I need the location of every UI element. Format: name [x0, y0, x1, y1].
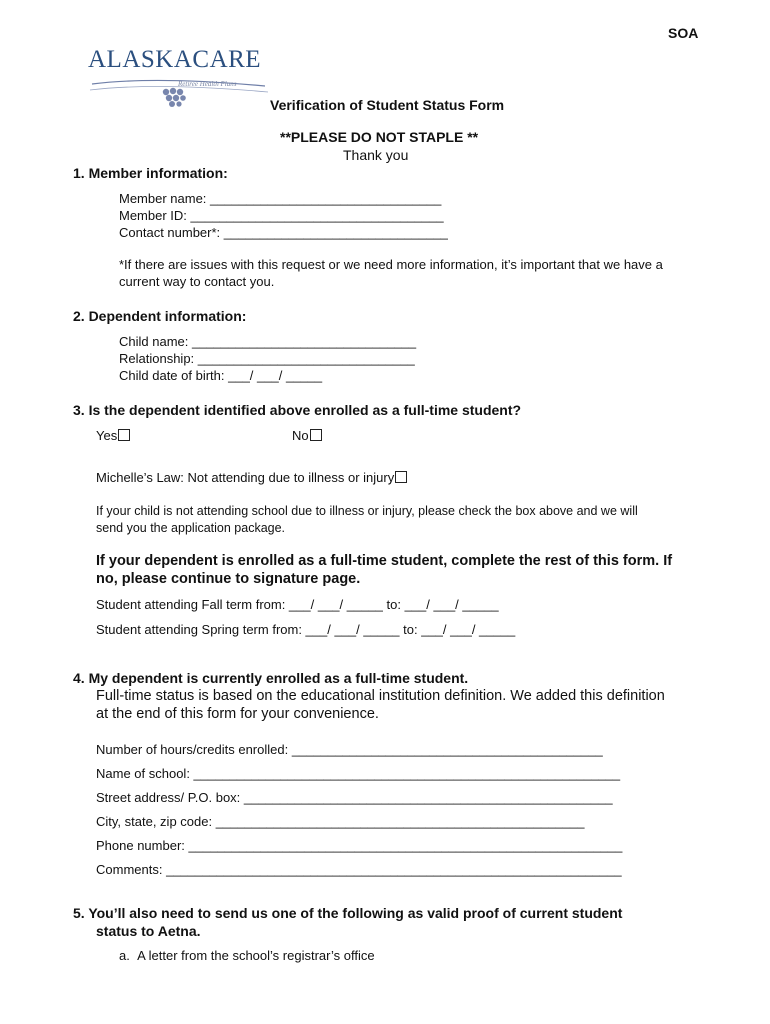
form-title: Verification of Student Status Form: [270, 97, 505, 113]
city-state-zip-field[interactable]: City, state, zip code: ___________________________________________________: [96, 814, 585, 829]
section-1-heading: 1. Member information:: [73, 165, 228, 181]
thank-you-text: Thank you: [343, 147, 409, 163]
yes-label: Yes: [96, 428, 118, 443]
proof-item-a: [119, 948, 375, 963]
member-id-field[interactable]: Member ID: ___________________________________: [119, 208, 444, 223]
section-3-heading: 3. Is the dependent identified above enrolled as a full-time student?: [73, 402, 522, 418]
logo-wordmark: ALASKACARE: [88, 46, 262, 73]
illness-checkbox[interactable]: [395, 471, 407, 483]
contact-note-line2: current way to contact you.: [119, 274, 275, 289]
no-checkbox[interactable]: [310, 429, 322, 441]
fulltime-instruction-line1: If your dependent is enrolled as a full-time student, complete the rest of this form. If: [96, 553, 673, 569]
no-option[interactable]: [292, 428, 322, 443]
yes-checkbox[interactable]: [118, 429, 130, 441]
contact-number-field[interactable]: Contact number*: _______________________________: [119, 225, 448, 240]
relationship-field[interactable]: Relationship: ______________________________: [119, 351, 415, 366]
illness-info-line2: send you the application package.: [96, 521, 286, 535]
logo-tagline: Retiree Health Plans: [178, 80, 237, 88]
member-name-field[interactable]: Member name: ________________________________: [119, 191, 442, 206]
proof-item-a-label: a.: [119, 948, 130, 963]
no-label: No: [292, 428, 309, 443]
illness-info-line1: If your child is not attending school due to illness or injury, please check the box above and we will: [96, 504, 638, 518]
fulltime-desc-line2: at the end of this form for your convenience.: [96, 706, 379, 722]
alaskacare-logo: [80, 40, 270, 110]
section-2-heading: 2. Dependent information:: [73, 308, 247, 324]
street-address-field[interactable]: Street address/ P.O. box: ___________________________________________________: [96, 790, 613, 805]
child-dob-field[interactable]: Child date of birth: ___/ ___/ _____: [119, 368, 323, 383]
section-5-heading-line2: status to Aetna.: [96, 923, 201, 939]
michelles-law-label: Michelle’s Law: Not attending due to illness or injury: [96, 470, 395, 485]
spring-term-field[interactable]: Student attending Spring term from: ___/ ___/ _____ to: ___/ ___/ _____: [96, 622, 516, 637]
fall-term-field[interactable]: Student attending Fall term from: ___/ ___/ _____ to: ___/ ___/ _____: [96, 597, 499, 612]
proof-item-a-text: A letter from the school’s registrar’s office: [137, 948, 375, 963]
section-4-heading: 4. My dependent is currently enrolled as a full-time student.: [73, 670, 469, 686]
section-5-heading-line1: 5. You’ll also need to send us one of the following as valid proof of current student: [73, 905, 623, 921]
child-name-field[interactable]: Child name: _______________________________: [119, 334, 417, 349]
comments-field[interactable]: Comments: _______________________________________________________________: [96, 862, 622, 877]
michelles-law-option[interactable]: [96, 470, 407, 485]
phone-number-field[interactable]: Phone number: ____________________________________________________________: [96, 838, 623, 853]
school-name-field[interactable]: Name of school: ___________________________________________________________: [96, 766, 621, 781]
yes-option[interactable]: [96, 428, 130, 443]
form-code: SOA: [668, 25, 699, 41]
credits-enrolled-field[interactable]: Number of hours/credits enrolled: ___________________________________________: [96, 742, 603, 757]
contact-note-line1: *If there are issues with this request or we need more information, it’s important that we have a: [119, 257, 663, 272]
fulltime-instruction-line2: no, please continue to signature page.: [96, 571, 361, 587]
no-staple-notice: **PLEASE DO NOT STAPLE **: [280, 129, 479, 145]
fulltime-desc-line1: Full-time status is based on the educational institution definition. We added this definition: [96, 688, 665, 704]
